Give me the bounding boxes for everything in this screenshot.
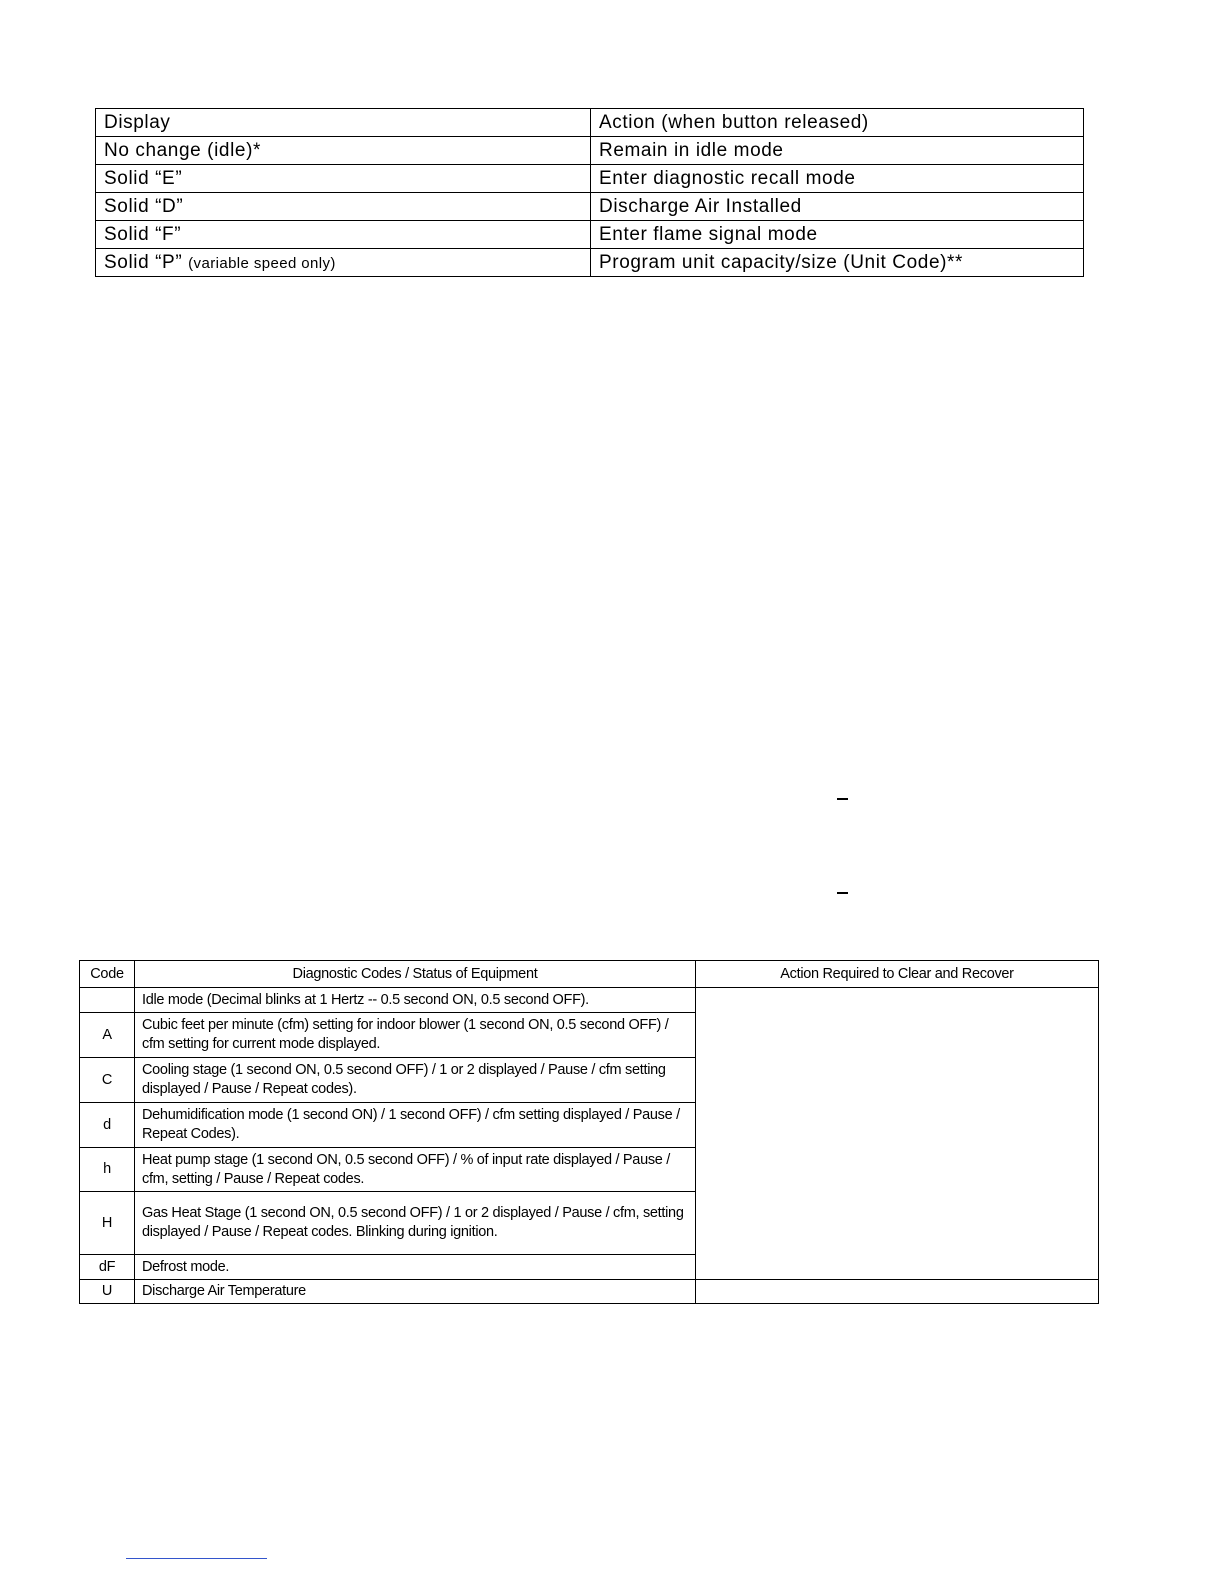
action-cell: Enter flame signal mode — [591, 221, 1084, 249]
display-action-table — [95, 108, 1084, 277]
description-cell: Gas Heat Stage (1 second ON, 0.5 second OFF) / 1 or 2 displayed / Pause / cfm, setting displayed / Pause / Repeat codes. Blinking during ignition. — [135, 1192, 696, 1255]
display-text: Solid “E” — [104, 168, 183, 189]
table-row — [96, 165, 1084, 193]
table-row — [80, 1280, 1099, 1304]
table-row — [80, 988, 1099, 1013]
display-text: No change (idle)* — [104, 140, 262, 161]
table-row — [96, 221, 1084, 249]
code-cell — [80, 988, 135, 1013]
header-code: Code — [80, 961, 135, 988]
display-text: Solid “P” — [104, 252, 183, 273]
display-note: (variable speed only) — [188, 255, 336, 272]
description-cell: Dehumidification mode (1 second ON) / 1 second OFF) / cfm setting displayed / Pause / Repeat Codes). — [135, 1103, 696, 1148]
table-row — [96, 249, 1084, 277]
display-text: Solid “F” — [104, 224, 182, 245]
description-cell: Cooling stage (1 second ON, 0.5 second OFF) / 1 or 2 displayed / Pause / cfm setting displayed / Pause / Repeat codes). — [135, 1058, 696, 1103]
action-cell-merged — [696, 988, 1099, 1280]
code-cell: A — [80, 1013, 135, 1058]
table-row — [96, 137, 1084, 165]
header-display: Display — [96, 109, 591, 137]
code-cell: C — [80, 1058, 135, 1103]
display-cell — [96, 137, 591, 165]
action-cell: Remain in idle mode — [591, 137, 1084, 165]
description-cell: Idle mode (Decimal blinks at 1 Hertz -- 0.5 second ON, 0.5 second OFF). — [135, 988, 696, 1013]
table-row — [96, 193, 1084, 221]
header-action: Action (when button released) — [591, 109, 1084, 137]
action-cell — [696, 1280, 1099, 1304]
dash-mark — [837, 892, 848, 894]
footer-link-underline — [126, 1558, 267, 1559]
code-cell: H — [80, 1192, 135, 1255]
description-cell: Cubic feet per minute (cfm) setting for indoor blower (1 second ON, 0.5 second OFF) / cfm setting for current mode displayed. — [135, 1013, 696, 1058]
action-cell: Program unit capacity/size (Unit Code)** — [591, 249, 1084, 277]
code-cell: U — [80, 1280, 135, 1304]
dash-mark — [837, 798, 848, 800]
description-cell: Defrost mode. — [135, 1255, 696, 1280]
description-cell: Heat pump stage (1 second ON, 0.5 second OFF) / % of input rate displayed / Pause / cfm, setting / Pause / Repeat codes. — [135, 1148, 696, 1192]
table-header-row — [80, 961, 1099, 988]
description-cell: Discharge Air Temperature — [135, 1280, 696, 1304]
display-text: Solid “D” — [104, 196, 184, 217]
table-header-row — [96, 109, 1084, 137]
display-cell — [96, 165, 591, 193]
header-diagnostic: Diagnostic Codes / Status of Equipment — [135, 961, 696, 988]
action-cell: Enter diagnostic recall mode — [591, 165, 1084, 193]
code-cell: dF — [80, 1255, 135, 1280]
action-cell: Discharge Air Installed — [591, 193, 1084, 221]
code-cell: d — [80, 1103, 135, 1148]
code-cell: h — [80, 1148, 135, 1192]
diagnostic-codes-table — [79, 960, 1099, 1304]
display-cell — [96, 221, 591, 249]
display-cell — [96, 193, 591, 221]
display-cell — [96, 249, 591, 277]
header-action-required: Action Required to Clear and Recover — [696, 961, 1099, 988]
